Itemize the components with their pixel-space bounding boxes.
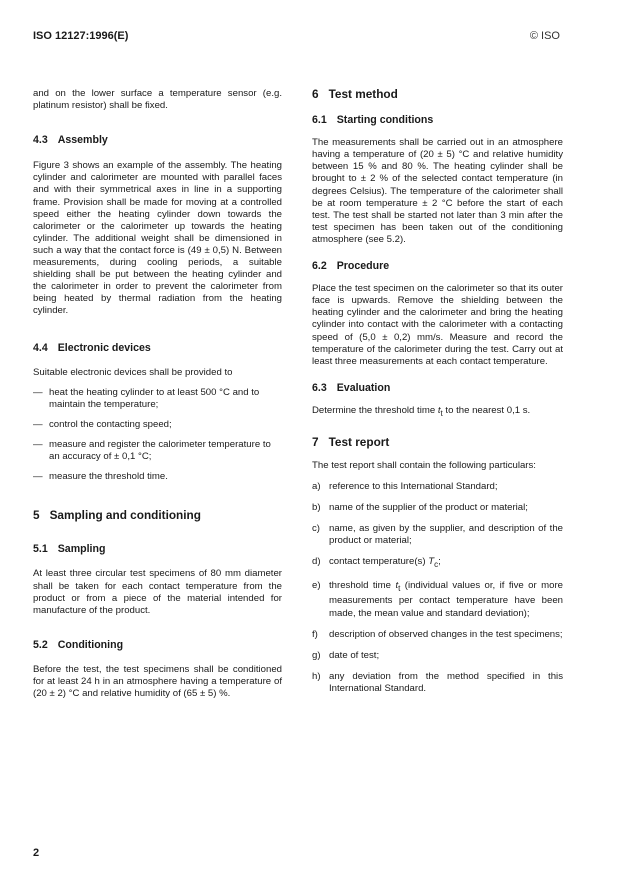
list-item xyxy=(33,471,282,483)
section-number: 6 xyxy=(312,87,319,101)
section-number: 4.4 xyxy=(33,341,48,354)
paragraph-assembly: Figure 3 shows an example of the assembly. The heating cylinder and calorimeter are mounted with parallel faces and with their symmetrical axes in line in a supporting frame. Provision shall be made for moving at a controlled speed either the heating cylinder down towards the calorimeter or the calorimeter up towards the heating cylinder. The additional weight shall be dimensioned in such a way that the contact force is (49 ± 0,5) N. Between measurements, during cooling periods, a suitable shielding shall be put between the heating cylinder and the calorimeter in order to prevent the calorimeter from being heated by thermal radiation from the heating cylinder. xyxy=(33,160,282,317)
list-marker: e) xyxy=(312,580,321,592)
section-number: 5.2 xyxy=(33,638,48,651)
section-title: Assembly xyxy=(57,134,108,147)
list-marker: h) xyxy=(312,670,321,682)
list-text: name of the supplier of the product or material; xyxy=(329,502,528,514)
left-column xyxy=(33,88,282,700)
heading-7 xyxy=(312,436,563,448)
list-text xyxy=(329,580,563,619)
list-marker: — xyxy=(33,386,43,398)
list-text: control the contacting speed; xyxy=(49,418,172,430)
list-marker: f) xyxy=(312,628,318,640)
paragraph-conditioning: Before the test, the test specimens shall be conditioned for at least 24 h in an atmosphere having a temperature of (20 ± 2) °C and relative humidity of (65 ± 5) %. xyxy=(33,663,282,700)
section-number: 5 xyxy=(33,508,40,523)
list-marker: — xyxy=(33,438,43,450)
section-number: 5.1 xyxy=(33,543,48,556)
list-item xyxy=(33,439,282,463)
list-item xyxy=(312,650,563,662)
section-title: Evaluation xyxy=(336,381,391,394)
paragraph-sampling: At least three circular test specimens of 80 mm diameter shall be taken for each contact temperature from the product or from a piece of the material intended for manufacture of the product. xyxy=(33,568,282,616)
list-item xyxy=(312,523,563,547)
heading-6-1 xyxy=(312,114,563,126)
list-text-part: contact temperature(s) xyxy=(329,556,429,568)
list-item xyxy=(312,556,563,571)
list-text: measure the threshold time. xyxy=(49,471,168,483)
list-marker: — xyxy=(33,418,43,430)
list-marker: b) xyxy=(312,502,321,514)
heading-6-3 xyxy=(312,382,563,394)
var-threshold-time: t xyxy=(437,404,441,416)
list-marker: g) xyxy=(312,649,321,661)
evaluation-text: Determine the threshold time xyxy=(312,404,438,416)
list-text: heat the heating cylinder to at least 500 °C and to maintain the temperature; xyxy=(49,386,260,410)
section-number: 6.2 xyxy=(312,260,327,273)
evaluation-text-end: to the nearest 0,1 s. xyxy=(442,404,531,416)
page-number: 2 xyxy=(33,847,40,859)
var-subscript: t xyxy=(398,584,401,594)
var-subscript: t xyxy=(440,408,443,418)
heading-5-1 xyxy=(33,543,282,555)
list-item xyxy=(312,580,563,619)
section-number: 6.3 xyxy=(312,381,327,394)
heading-4-4 xyxy=(33,342,282,354)
list-marker: — xyxy=(33,471,43,483)
list-text: any deviation from the method specified in this International Standard. xyxy=(329,670,563,694)
list-item xyxy=(312,671,563,695)
paragraph-procedure: Place the test specimen on the calorimeter so that its outer face is upwards. Remove the shielding between the heating cylinder and the calorimeter and bring the heating cylinder into contact with the calorimeter with a contacting speed of (5,0 ± 0,2) mm/s. Measure and record the temperature of the calorimeter during the test. Carry out at least three measurements at each contact temperature. xyxy=(312,283,563,367)
list-marker: c) xyxy=(312,523,320,535)
var-contact-temperature: T xyxy=(428,556,435,568)
heading-5-2 xyxy=(33,639,282,651)
list-marker: a) xyxy=(312,481,321,493)
heading-6-2 xyxy=(312,260,563,272)
list-item xyxy=(312,481,563,493)
list-item xyxy=(33,387,282,411)
var-subscript: c xyxy=(434,560,439,570)
list-item xyxy=(312,629,563,641)
header-copyright: © ISO xyxy=(529,30,560,42)
heading-6 xyxy=(312,88,563,100)
list-text: description of observed changes in the test specimens; xyxy=(329,628,563,640)
list-text-part: ; xyxy=(438,556,441,568)
header-standard-number: ISO 12127:1996(E) xyxy=(33,30,129,42)
section-number: 6.1 xyxy=(312,114,327,127)
section-title: Sampling xyxy=(57,543,106,556)
list-text-part: threshold time xyxy=(329,580,396,592)
list-text: measure and register the calorimeter temperature to an accuracy of ± 0,1 °C; xyxy=(49,438,271,463)
section-title: Electronic devices xyxy=(57,341,151,354)
list-marker: d) xyxy=(312,556,321,568)
list-text: date of test; xyxy=(329,649,380,661)
list-text xyxy=(329,556,563,571)
heading-5 xyxy=(33,509,282,521)
right-column xyxy=(312,88,563,695)
paragraph-report-intro: The test report shall contain the following particulars: xyxy=(312,459,536,471)
paragraph-evaluation xyxy=(312,405,563,420)
section-number: 4.3 xyxy=(33,134,48,147)
paragraph-electronic-intro: Suitable electronic devices shall be provided to xyxy=(33,366,233,378)
list-item xyxy=(33,419,282,431)
section-number: 7 xyxy=(312,434,319,449)
list-text: name, as given by the supplier, and description of the product or material; xyxy=(329,523,563,547)
list-text-part: (individual values or, if five or more measurements per contact temperature have been made, the mean value and standard deviation); xyxy=(329,580,563,619)
section-title: Test method xyxy=(328,87,398,101)
var-threshold-time: t xyxy=(395,580,399,592)
section-title: Test report xyxy=(328,434,390,449)
section-title: Sampling and conditioning xyxy=(49,508,201,523)
section-title: Starting conditions xyxy=(336,114,434,127)
paragraph-sensor-intro: and on the lower surface a temperature sensor (e.g. platinum resistor) shall be fixed. xyxy=(33,88,282,112)
list-text: reference to this International Standard; xyxy=(329,481,498,493)
paragraph-starting-conditions: The measurements shall be carried out in an atmosphere having a temperature of (20 ± 5) °C and relative humidity between 15 % and 80 %. The heating cylinder shall be brought to ± 2 % of the selected contact temperature (in degrees Celsius). The temperature of the calorimeter shall be at room temperature ± 2 °C before the start of each test. The test shall be started not later than 3 min after the test specimen has been taken out of the conditioning atmosphere (see 5.2). xyxy=(312,137,563,245)
list-item xyxy=(312,502,563,514)
section-title: Procedure xyxy=(336,260,390,273)
heading-4-3 xyxy=(33,134,282,146)
section-title: Conditioning xyxy=(57,638,124,651)
